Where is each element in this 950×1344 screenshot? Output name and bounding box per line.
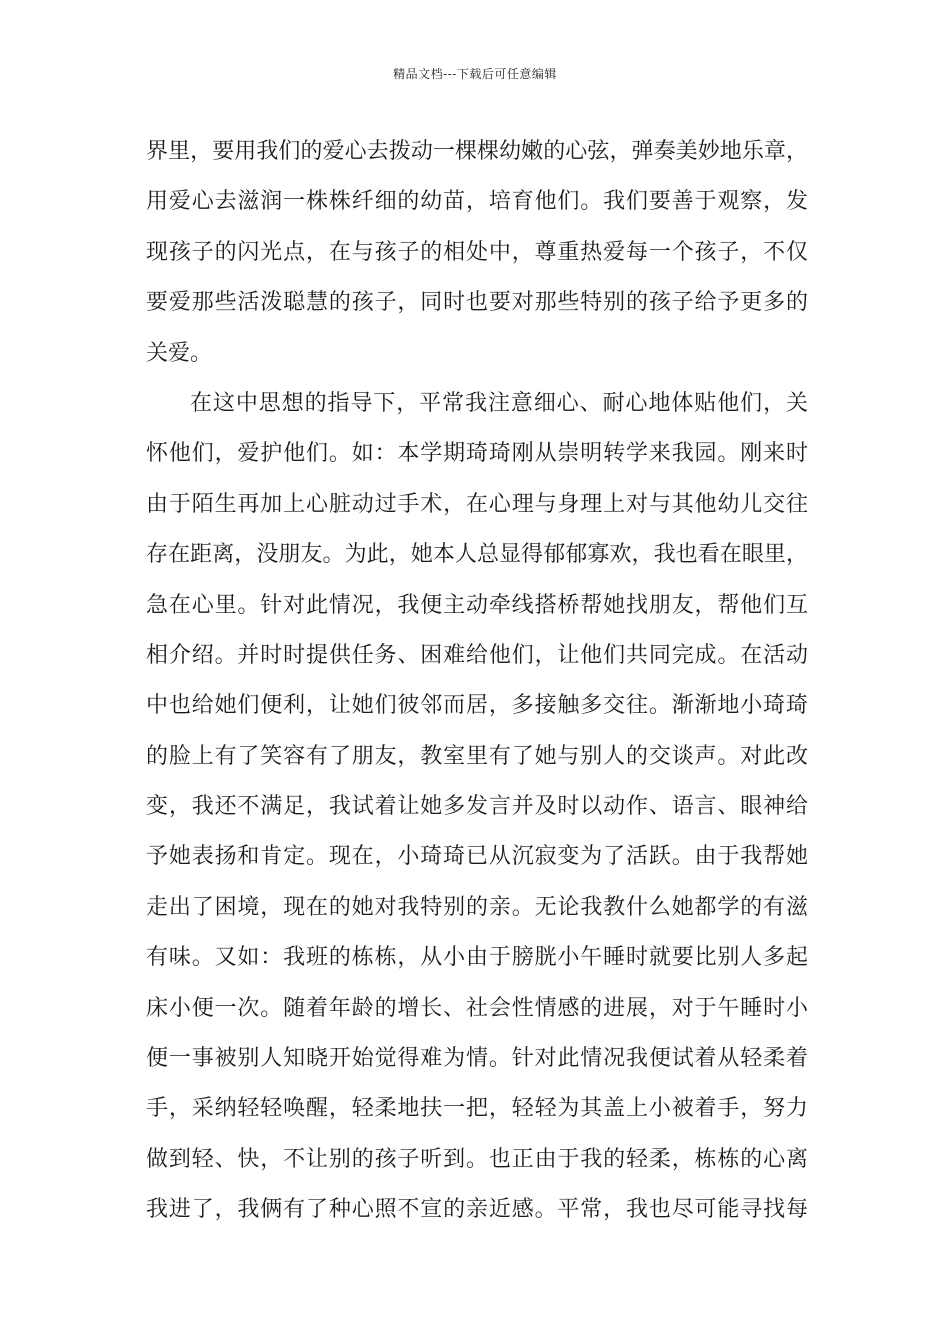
text-line: 我进了，我俩有了种心照不宣的亲近感。平常，我也尽可能寻找每 bbox=[146, 1197, 808, 1223]
paragraph-2 bbox=[146, 379, 808, 1236]
text-line: 手，采纳轻轻唤醒，轻柔地扶一把，轻轻为其盖上小被着手，努力 bbox=[146, 1096, 808, 1122]
text-line: 便一事被别人知晓开始觉得难为情。针对此情况我便试着从轻柔着 bbox=[146, 1046, 808, 1072]
text-line: 现孩子的闪光点，在与孩子的相处中，尊重热爱每一个孩子，不仅 bbox=[146, 239, 808, 265]
text-line: 予她表扬和肯定。现在，小琦琦已从沉寂变为了活跃。由于我帮她 bbox=[146, 844, 808, 870]
text-line: 中也给她们便利，让她们彼邻而居，多接触多交往。渐渐地小琦琦 bbox=[146, 693, 808, 719]
paragraph-1 bbox=[146, 127, 808, 379]
text-line: 床小便一次。随着年龄的增长、社会性情感的进展，对于午睡时小 bbox=[146, 995, 808, 1021]
text-line: 用爱心去滋润一株株纤细的幼苗，培育他们。我们要善于观察，发 bbox=[146, 189, 808, 215]
text-line: 怀他们，爱护他们。如：本学期琦琦刚从崇明转学来我园。刚来时 bbox=[146, 441, 808, 467]
text-line: 有味。又如：我班的栋栋，从小由于膀胱小午睡时就要比别人多起 bbox=[146, 945, 808, 971]
text-line: 在这中思想的指导下，平常我注意细心、耐心地体贴他们，关 bbox=[190, 390, 808, 416]
text-line: 由于陌生再加上心脏动过手术，在心理与身理上对与其他幼儿交往 bbox=[146, 491, 808, 517]
text-line: 相介绍。并时时提供任务、困难给他们，让他们共同完成。在活动 bbox=[146, 642, 808, 668]
text-line: 做到轻、快，不让别的孩子听到。也正由于我的轻柔，栋栋的心离 bbox=[146, 1146, 808, 1172]
text-line: 存在距离，没朋友。为此，她本人总显得郁郁寡欢，我也看在眼里， bbox=[146, 542, 808, 568]
document-body bbox=[146, 127, 808, 1236]
text-line: 要爱那些活泼聪慧的孩子，同时也要对那些特别的孩子给予更多的 bbox=[146, 290, 808, 316]
page-header: 精品文档---下载后可任意编辑 bbox=[393, 67, 557, 81]
text-line: 界里，要用我们的爱心去拨动一棵棵幼嫩的心弦，弹奏美妙地乐章， bbox=[146, 139, 808, 164]
text-line: 变，我还不满足，我试着让她多发言并及时以动作、语言、眼神给 bbox=[146, 794, 808, 820]
text-line: 急在心里。针对此情况，我便主动牵线搭桥帮她找朋友，帮他们互 bbox=[146, 592, 808, 618]
text-line: 的脸上有了笑容有了朋友，教室里有了她与别人的交谈声。对此改 bbox=[146, 743, 808, 769]
text-line: 关爱。 bbox=[146, 340, 213, 366]
text-line: 走出了困境，现在的她对我特别的亲。无论我教什么她都学的有滋 bbox=[146, 894, 808, 920]
